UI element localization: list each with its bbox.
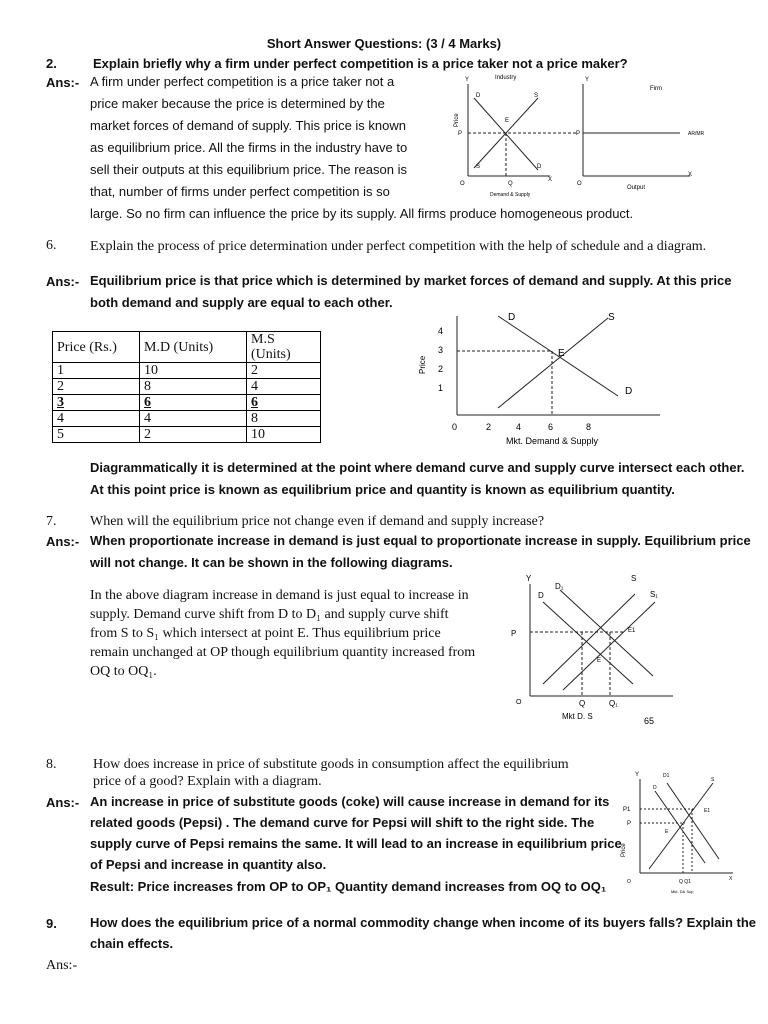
q9-question-line: chain effects. (90, 936, 174, 951)
table-row-equilibrium (53, 395, 321, 411)
q7-p-label: P (511, 629, 517, 638)
q6-answer-line: Equilibrium price is that price which is determined by market forces of demand and supply. At this price (90, 273, 732, 288)
q8-result: Result: Price increases from OP to OP₁ Quantity demand increases from OQ to OQ₁ (90, 879, 607, 894)
q6-conclusion-line: At this point price is known as equilibrium price and quantity is known as equilibrium quantity. (90, 482, 675, 497)
q2-answer-line: sell their outputs at this equilibrium price. The reason is (90, 162, 407, 177)
q2-answer-line: price maker because the price is determined by the (90, 96, 385, 111)
q6-ytick: 4 (438, 326, 444, 336)
q2-output-label: Output (627, 185, 646, 191)
q6-ytick: 1 (438, 383, 444, 393)
q6-s-label: S (608, 312, 615, 323)
q7-explanation-line: supply. Demand curve shift from D to D₁ and supply curve shift (90, 607, 449, 622)
q2-number: 2. (46, 56, 57, 71)
table-header: Price (Rs.) (53, 332, 140, 363)
q2-firm-x-label: X (688, 172, 693, 178)
table-cell: 4 (53, 411, 140, 427)
q6-ytick: 3 (438, 345, 444, 355)
q6-answer-line: both demand and supply are equal to each other. (90, 295, 393, 310)
q8-ans-label: Ans:- (46, 795, 80, 810)
table-cell: 6 (140, 395, 247, 411)
table-cell: 4 (247, 379, 321, 395)
q6-ytick: 2 (438, 364, 444, 374)
table-cell: 2 (247, 363, 321, 379)
q7-q1-label: Q₁ (609, 699, 618, 708)
q9-question-line: How does the equilibrium price of a normal commodity change when income of its buyers falls? Explain the (90, 915, 757, 930)
q8-q-label: Q Q1 (679, 879, 691, 885)
q8-answer-line: An increase in price of substitute goods (coke) will cause increase in demand for its (90, 794, 610, 809)
q6-number: 6. (46, 238, 57, 253)
q2-armr-label: AR/MR (688, 131, 705, 137)
q7-explanation-line: remain unchanged at OP though equilibrium quantity increased from (90, 645, 476, 660)
q2-xaxis-label: Demand & Supply (490, 192, 531, 198)
table-cell: 6 (247, 395, 321, 411)
q8-xaxis-label: Mkt. D& Sup (671, 889, 694, 894)
q9-number: 9. (46, 916, 57, 931)
q2-answer-line: large. So no firm can influence the price by its supply. All firms produce homogeneous product. (90, 206, 634, 221)
q6-xtick: 2 (486, 422, 492, 432)
q2-d-bottom-label: D (537, 164, 542, 170)
q6-d-bottom-label: D (625, 386, 633, 397)
q8-price-label: Price (621, 843, 627, 857)
q6-conclusion-line: Diagrammatically it is determined at the point where demand curve and supply curve intersect each other. (90, 460, 745, 475)
q8-e-label: E (665, 829, 669, 835)
q2-q-label: Q (508, 181, 513, 187)
q2-answer-line: as equilibrium price. All the firms in the industry have to (90, 140, 408, 155)
table-row (53, 363, 321, 379)
q2-question: Explain briefly why a firm under perfect competition is a price taker not a price maker? (93, 56, 628, 71)
q6-xtick: 0 (452, 422, 458, 432)
q8-question-line: How does increase in price of substitute goods in consumption affect the equilibrium (93, 757, 569, 772)
q8-origin-label: O (627, 879, 631, 885)
q8-answer-line: related goods (Pepsi) . The demand curve for Pepsi will shift to the right side. The (90, 815, 595, 830)
q7-s1-label: S₁ (650, 590, 659, 599)
q7-ans-label: Ans:- (46, 534, 80, 549)
table-row (53, 411, 321, 427)
q8-question-line: price of a good? Explain with a diagram. (93, 774, 322, 789)
q6-e-label: E (558, 348, 565, 359)
q2-answer-line: market forces of demand of supply. This price is known (90, 118, 406, 133)
q8-answer-line: of Pepsi and increase in quantity also. (90, 857, 327, 872)
q2-answer-line: that, number of firms under perfect competition is so (90, 184, 390, 199)
q2-industry-label: Industry (495, 75, 517, 81)
q8-p-label: P (627, 821, 632, 827)
q2-firm-origin-label: O (577, 181, 582, 187)
q7-d-label: D (538, 591, 544, 600)
q7-y-label: Y (526, 574, 532, 583)
q6-question: Explain the process of price determination under perfect competition with the help of schedule and a diagram. (90, 239, 707, 254)
q8-number: 8. (46, 757, 57, 772)
table-row (53, 379, 321, 395)
q8-d1-label: D1 (663, 773, 670, 779)
table-cell: 10 (247, 427, 321, 443)
q2-origin-label: O (460, 181, 465, 187)
q2-firm-label: Firm (650, 86, 662, 92)
table-cell: 8 (140, 379, 247, 395)
table-cell: 10 (140, 363, 247, 379)
q2-p-label: P (458, 131, 463, 137)
q6-xtick: 8 (586, 422, 592, 432)
q2-e-label: E (505, 118, 510, 124)
q8-y-label: Y (635, 772, 640, 778)
q6-xaxis-label: Mkt. Demand & Supply (506, 436, 599, 446)
q7-explanation-line: from S to S₁ which intersect at point E. Thus equilibrium price (90, 626, 441, 641)
table-cell: 2 (53, 379, 140, 395)
q7-answer-line: will not change. It can be shown in the following diagrams. (90, 555, 453, 570)
q2-d-label: D (476, 93, 481, 99)
table-header: M.D (Units) (140, 332, 247, 363)
q2-price-label: Price (454, 113, 460, 127)
table-cell: 4 (140, 411, 247, 427)
q6-ans-label: Ans:- (46, 274, 80, 289)
q7-s-label: S (631, 574, 637, 583)
q2-s-bottom-label: S (476, 164, 481, 170)
page-title: Short Answer Questions: (3 / 4 Marks) (266, 36, 502, 51)
q2-answer-line: A firm under perfect competition is a price taker not a (90, 74, 395, 89)
q8-answer-line: supply curve of Pepsi remains the same. It will lead to an increase in equilibrium price (90, 836, 622, 851)
q2-y-label: Y (465, 77, 470, 83)
q7-explanation-line: In the above diagram increase in demand is just equal to increase in (90, 588, 469, 603)
page-number: 65 (644, 716, 655, 726)
q2-industry-firm-diagram (450, 72, 710, 202)
schedule-table (52, 331, 321, 443)
q7-answer-line: When proportionate increase in demand is just equal to proportionate increase in supply. Equilibrium price (90, 533, 751, 548)
q7-e-label: E (597, 658, 602, 664)
q9-ans-label: Ans:- (46, 958, 78, 973)
q7-xaxis-label: Mkt D. S (562, 712, 593, 721)
q8-e1-label: E1 (704, 808, 711, 814)
table-cell: 2 (140, 427, 247, 443)
q7-e1-label: E1 (628, 628, 636, 634)
q7-origin-label: O (516, 699, 522, 706)
q8-p1-label: P1 (623, 807, 631, 813)
q6-price-label: Price (418, 355, 427, 374)
table-cell: 3 (53, 395, 140, 411)
table-header-row (53, 332, 321, 363)
q7-explanation-line: OQ to OQ₁. (90, 664, 157, 679)
q7-q-label: Q (579, 699, 586, 708)
q2-s-label: S (534, 93, 539, 99)
q2-ans-label: Ans:- (46, 75, 80, 90)
q6-xtick: 6 (548, 422, 554, 432)
q8-substitute-diagram (615, 765, 737, 900)
table-header: M.S (Units) (247, 332, 321, 363)
q8-s-label: S (711, 777, 715, 783)
table-cell: 1 (53, 363, 140, 379)
q8-x-label: X (729, 876, 733, 882)
q7-number: 7. (46, 514, 57, 529)
q7-shift-diagram (505, 572, 675, 730)
q7-d1-label: D₁ (555, 582, 564, 591)
q6-d-label: D (508, 312, 516, 323)
q6-equilibrium-diagram (410, 308, 670, 450)
q2-firm-p-label: P (576, 131, 581, 137)
q2-firm-y-label: Y (585, 77, 590, 83)
q7-question: When will the equilibrium price not change even if demand and supply increase? (90, 514, 545, 529)
table-cell: 8 (247, 411, 321, 427)
table-cell: 5 (53, 427, 140, 443)
q8-d-label: D (653, 785, 657, 791)
table-row (53, 427, 321, 443)
q2-x-label: X (548, 177, 553, 183)
q6-xtick: 4 (516, 422, 522, 432)
